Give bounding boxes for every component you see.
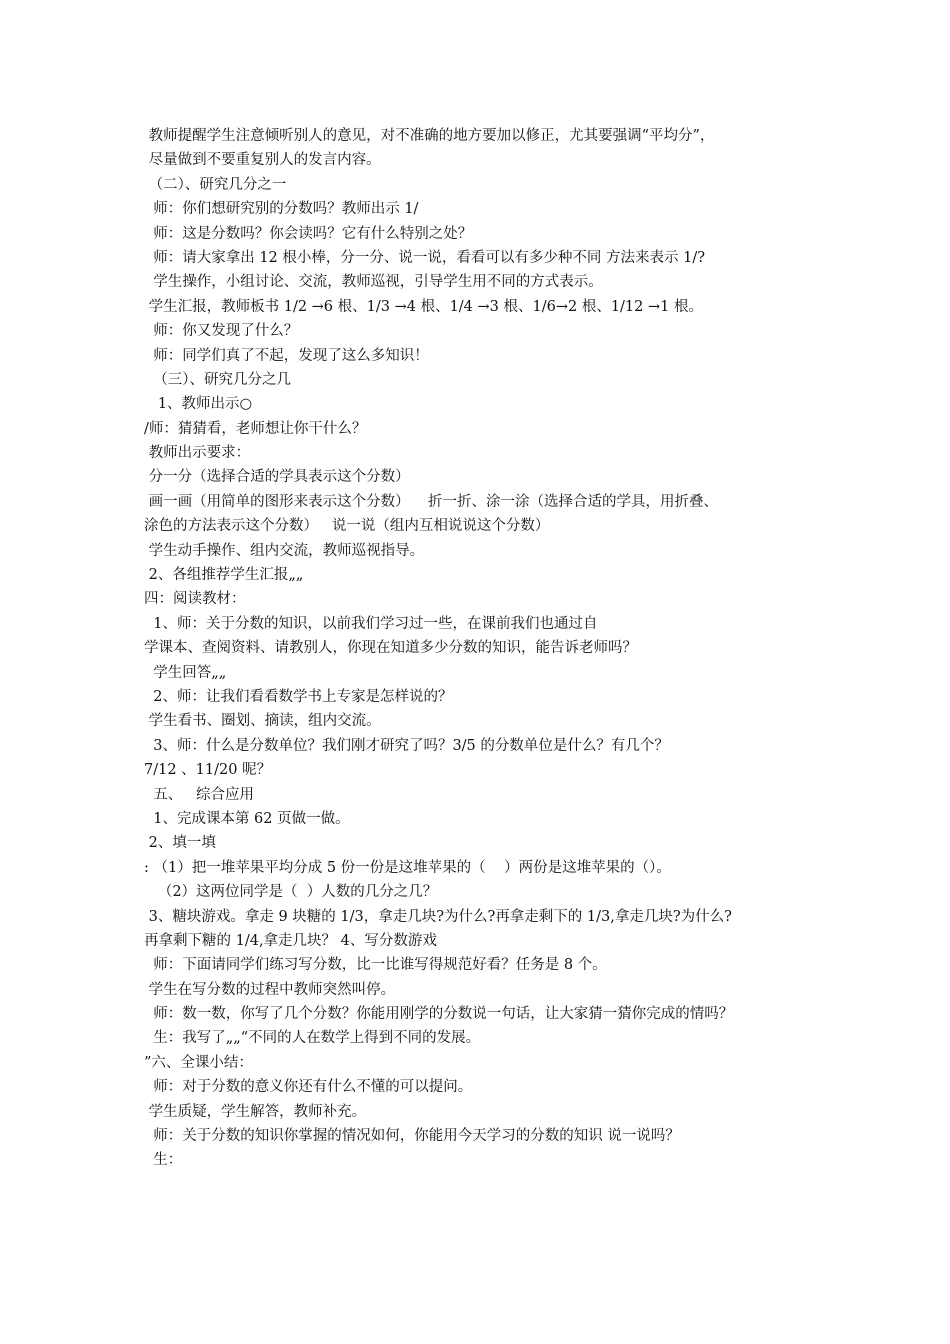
- text-line: 画一画（用简单的图形来表示这个分数） 折一折、涂一涂（选择合适的学具，用折叠、: [144, 493, 719, 510]
- text-line: 尽量做到不要重复别人的发言内容。: [144, 152, 381, 169]
- text-line: 师：对于分数的意义你还有什么不懂的可以提问。: [144, 1079, 473, 1096]
- text-line: 学生回答„„: [144, 664, 227, 681]
- text-line: : （1）把一堆苹果平均分成 5 份一份是这堆苹果的（ ）两份是这堆苹果的（）。: [144, 859, 671, 876]
- text-line: 2、师：让我们看看数学书上专家是怎样说的？: [144, 688, 453, 705]
- text-line: 师：你们想研究别的分数吗？教师出示 1/: [144, 201, 419, 218]
- text-line: 学生操作，小组讨论、交流，教师巡视，引导学生用不同的方式表示。: [144, 274, 603, 291]
- text-line: 学生汇报，教师板书 1/2 →6 根、1/3 →4 根、1/4 →3 根、1/6→2 根、1/12 →1 根。: [144, 298, 703, 315]
- text-line: 学生动手操作、组内交流，教师巡视指导。: [144, 542, 425, 559]
- text-line: 涂色的方法表示这个分数） 说一说（组内互相说说这个分数）: [144, 518, 550, 535]
- text-line: 学课本、查阅资料、请教别人，你现在知道多少分数的知识，能告诉老师吗？: [144, 640, 637, 657]
- text-line: 3、师：什么是分数单位？我们刚才研究了吗？3/5 的分数单位是什么？有几个？: [144, 737, 669, 754]
- section-heading: 四：阅读教材：: [144, 591, 246, 608]
- text-line: 3、糖块游戏。拿走 9 块糖的 1/3，拿走几块?为什么?再拿走剩下的 1/3,拿走几块?为什么?: [144, 908, 732, 925]
- text-line: 再拿剩下糖的 1/4,拿走几块？ 4、写分数游戏: [144, 932, 437, 949]
- text-line: 2、填一填: [144, 835, 216, 852]
- text-line: 7/12 、11/20 呢？: [144, 762, 272, 779]
- text-line: 生：我写了„„“不同的人在数学上得到不同的发展。: [144, 1030, 481, 1047]
- text-line: 师：请大家拿出 12 根小棒，分一分、说一说，看看可以有多少种不同 方法来表示 1/?: [144, 249, 705, 266]
- text-line: 师：这是分数吗？你会读吗？它有什么特别之处？: [144, 225, 473, 242]
- section-heading: 五、 综合应用: [144, 786, 255, 803]
- text-line: 师：同学们真了不起，发现了这么多知识！: [144, 347, 429, 364]
- text-line: 1、完成课本第 62 页做一做。: [144, 810, 350, 827]
- text-line: 学生在写分数的过程中教师突然叫停。: [144, 981, 396, 998]
- text-line: 生：: [144, 1152, 183, 1169]
- text-line: 1、师：关于分数的知识，以前我们学习过一些，在课前我们也通过自: [144, 615, 598, 632]
- text-line: 师：你又发现了什么？: [144, 323, 299, 340]
- text-line: 教师提醒学生注意倾听别人的意见，对不准确的地方要加以修正，尤其要强调“平均分”，: [144, 128, 715, 144]
- text-line: 1、教师出示○: [144, 396, 253, 413]
- section-heading: （三）、研究几分之几: [144, 371, 291, 388]
- text-line: 师：关于分数的知识你掌握的情况如何，你能用今天学习的分数的知识 说一说吗？: [144, 1128, 680, 1145]
- text-line: /师：猜猜看，老师想让你干什么？: [144, 420, 367, 437]
- text-line: （2）这两位同学是（ ）人数的几分之几？: [144, 884, 438, 901]
- text-line: 教师出示要求：: [144, 445, 251, 462]
- text-line: 学生质疑，学生解答，教师补充。: [144, 1103, 367, 1120]
- text-line: 2、各组推荐学生汇报„„: [144, 567, 304, 584]
- document-body: [144, 124, 810, 1173]
- text-line: 学生看书、圈划、摘读，组内交流。: [144, 713, 381, 730]
- text-line: 师：数一数，你写了几个分数？你能用刚学的分数说一句话，让大家猜一猜你完成的情吗？: [144, 1006, 734, 1023]
- text-line: 分一分（选择合适的学具表示这个分数）: [144, 469, 410, 486]
- text-line: 师：下面请同学们练习写分数，比一比谁写得规范好看？任务是 8 个。: [144, 957, 607, 974]
- section-heading: ”六、全课小结：: [144, 1054, 253, 1071]
- section-heading: （二）、研究几分之一: [144, 176, 287, 193]
